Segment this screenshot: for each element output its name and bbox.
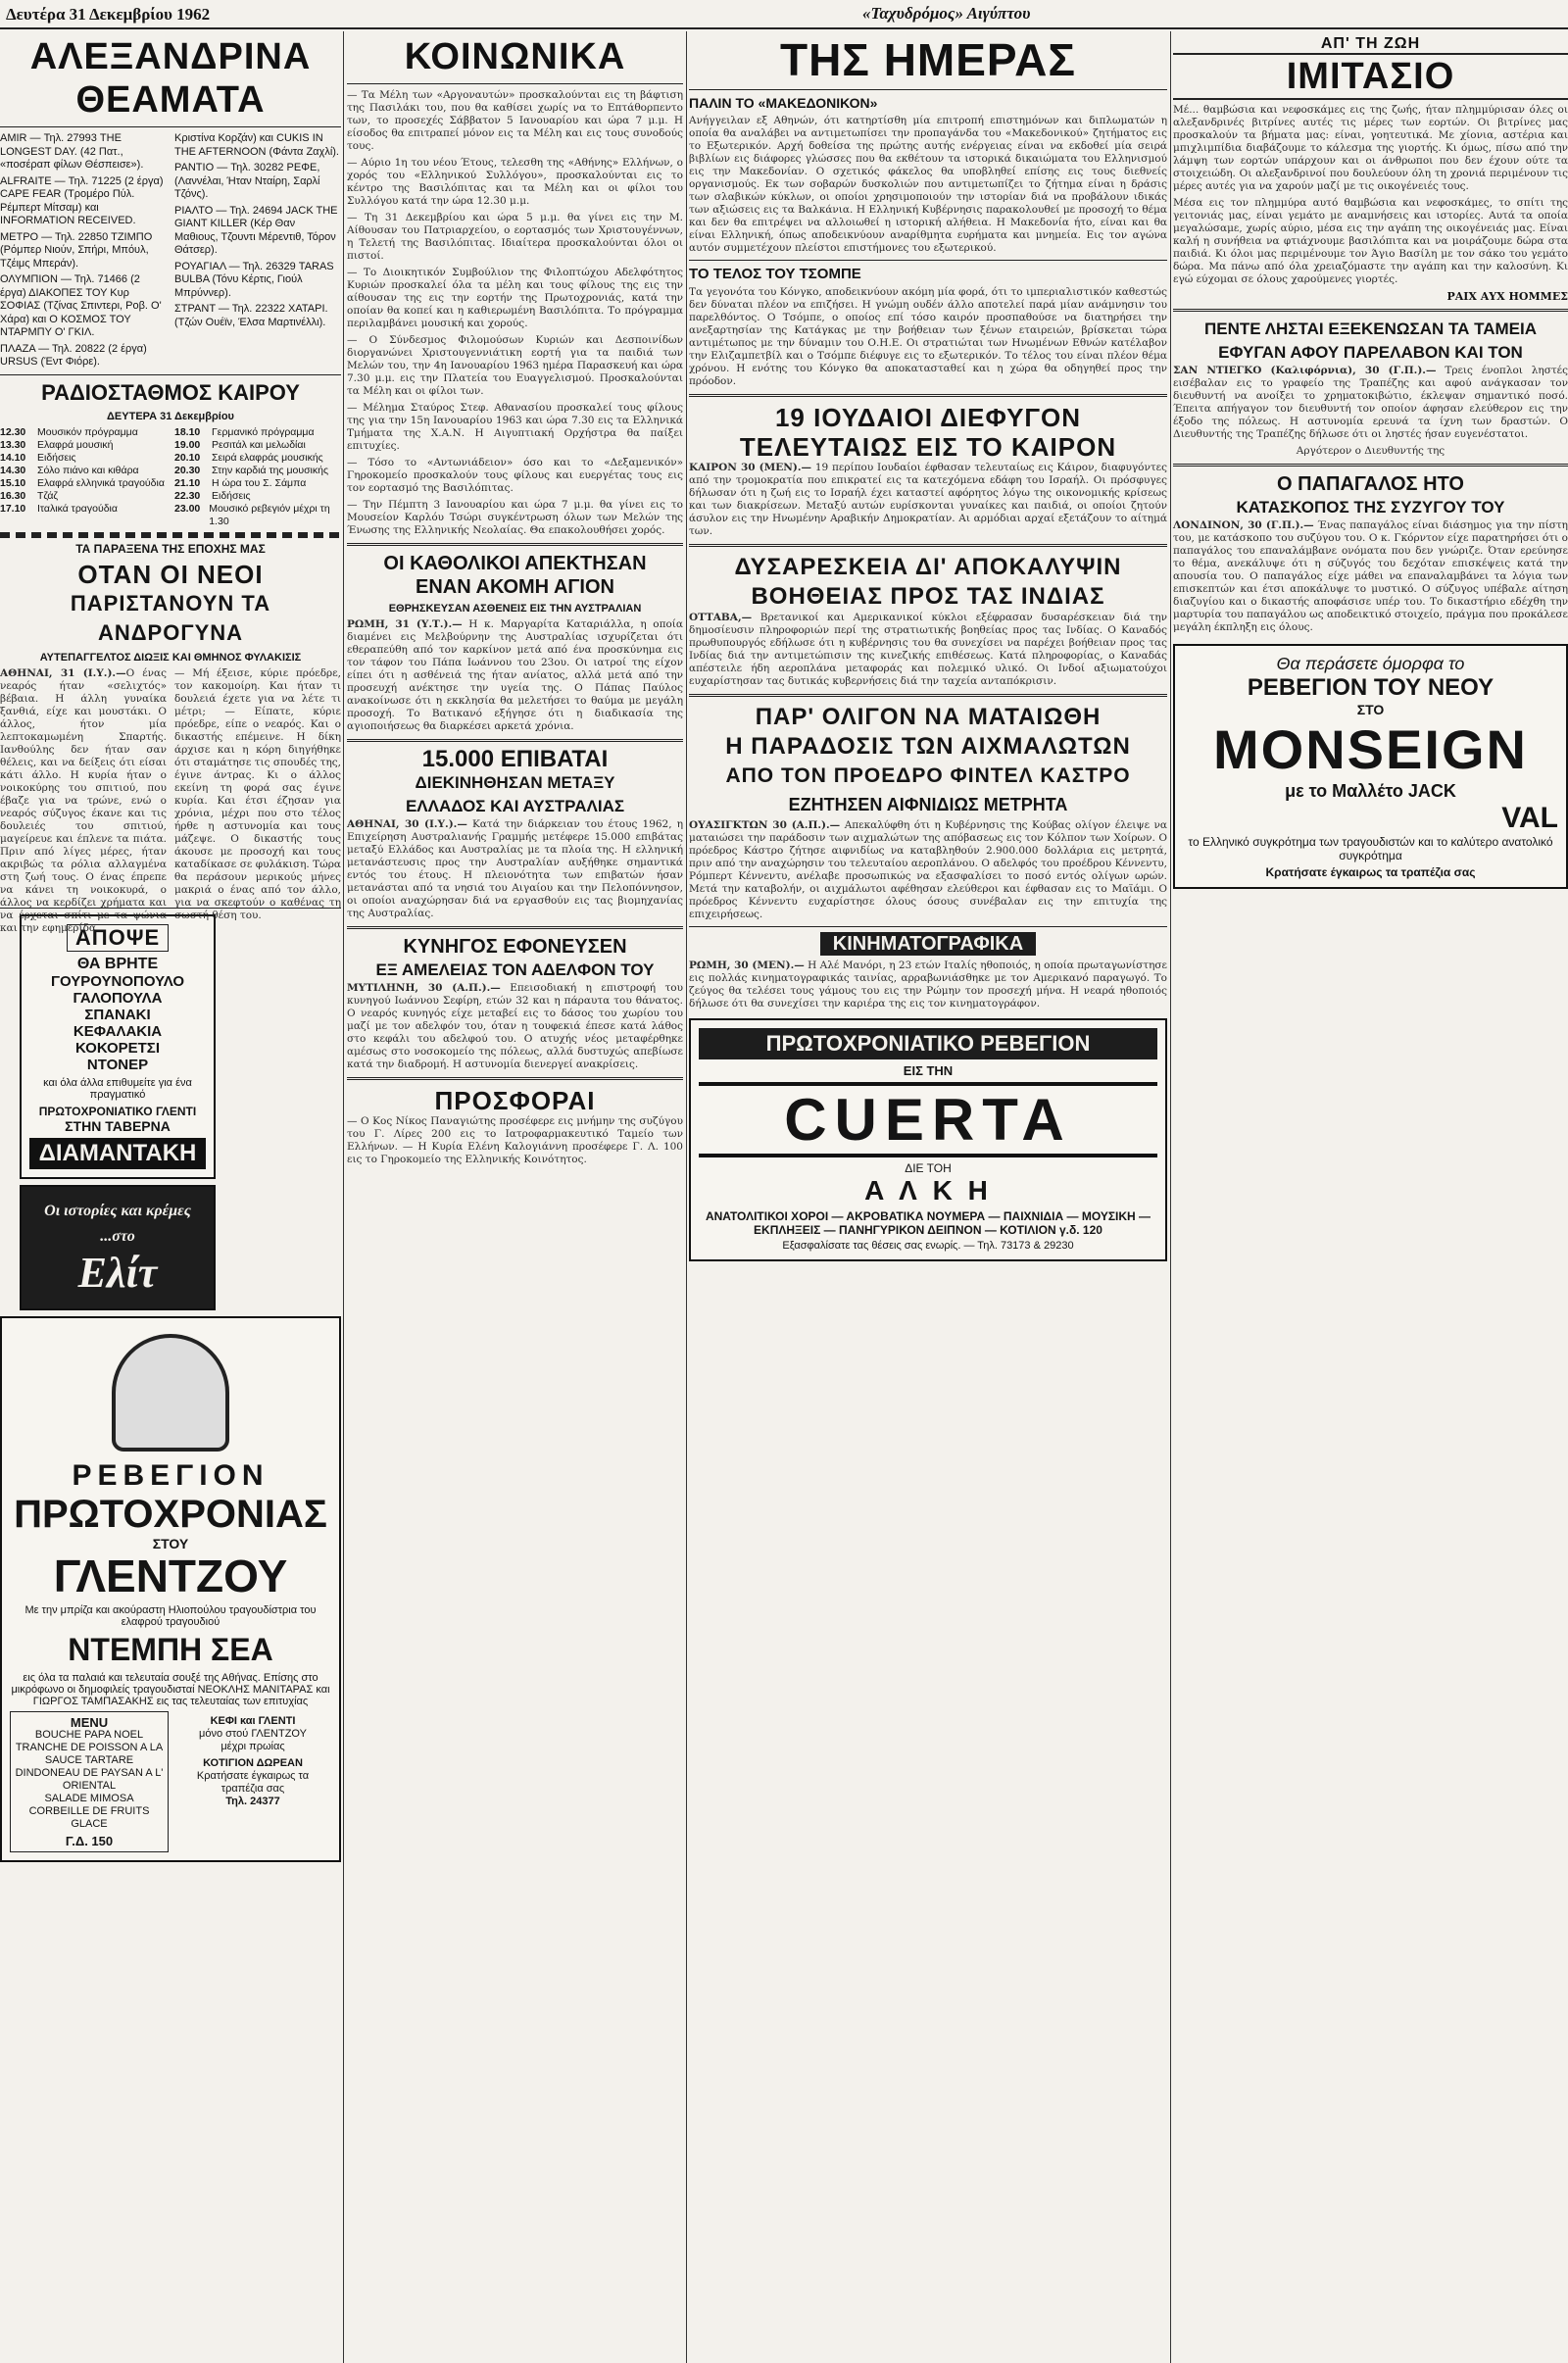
ad-monseign-with: με το Μαλλέτο JACK	[1285, 781, 1456, 801]
column-daily	[689, 35, 1167, 2358]
headline-parrot-2: ΚΑΤΑΣΚΟΠΟΣ ΤΗΣ ΣΥΖΥΓΟΥ ΤΟΥ	[1236, 498, 1505, 517]
ad-item: ΚΕΦΑΛΑΚΙΑ	[73, 1022, 163, 1040]
social-item: — Την Πέμπτη 3 Ιανουαρίου και ώρα 7 μ.μ. θα γίνει εις το Μουσείον Καρλόυ Τσώρι συγκέντρωση όλων των Μελών της Ένωσης της Ελληνικής Νεολαίας. Θα επακολουθήσει χορός.	[347, 499, 683, 536]
headline-hunter-2: ΕΞ ΑΜΕΛΕΙΑΣ ΤΟΝ ΑΔΕΛΦΟΝ ΤΟΥ	[375, 960, 655, 979]
list-item: ΡΟΥΑΓΙΑΛ — Τηλ. 26329 TARAS BULBA (Τόνυ Κέρτις, Γιούλ Μπρύννερ).	[174, 260, 334, 299]
headline-robbers-2: ΕΦΥΓΑΝ ΑΦΟΥ ΠΑΡΕΛΑΒΟΝ ΚΑΙ ΤΟΝ	[1218, 343, 1523, 362]
column-rule	[1170, 31, 1171, 2363]
section-kicker-life: ΑΠ' ΤΗ ΖΩΗ	[1320, 35, 1421, 52]
table-row: 21.10 Η ώρα του Σ. Σάμπα	[174, 476, 307, 489]
column-rule	[686, 31, 687, 2363]
divider	[347, 1077, 683, 1080]
table-row: 17.10 Ιταλικά τραγούδια	[0, 502, 118, 515]
menu-box	[10, 1711, 169, 1852]
article-imitation: Μέ... θαμβώσια και νεφοσκάμες εις της ζωής, ήταν πλημμύρισαν όλες οι αλεξανδρινές βιτρίνες αυτές τις μέρες των εορτών. Οι βιτρίνες μας προσκαλούν τα βήματα μας: είναι, γοητευτικά. Με χίονια, αστέρια και μπιχλιμπίδια διαβάζουμε το κάλεσμα της γιορτής. Κι όμως, πίσω από την λάμψη των εορτών υπάρχουν και οι άνθρωποι που δεν έχουν ούτε τα στοιχειώδη. Οι αλεξανδρινοί που δουλεύουν όλη τη χρονιά περιμένουν τις μέρες αυτές για να χαρούν μαζί με τις οικογένειές τους.	[1173, 104, 1568, 192]
ad-item: ΓΟΥΡΟΥΝΟΠΟΥΛΟ	[50, 972, 185, 990]
divider	[689, 394, 1167, 397]
divider	[689, 89, 1167, 90]
article-col	[174, 666, 341, 921]
article-tshombe: Τα γεγονότα του Κόνγκο, αποδεικνύουν ακόμη μία φορά, ότι το ιμπεριαλιστικόν καθεστώς δεν δύναται πλέον να επιζήσει. Η γνώμη ουδέν άλλο αποτελεί παρά μίαν ανάμνησιν του παρελθόντος. Ο Τσόμπε, ο οποίος επί τόσο καιρόν προσπαθούσε να διατηρήσει την ανεξαρτησίαν της Κατάγκας με την βοήθειαν των ξένων εταιρειών, βρίσκεται τώρα αντιμέτωπος με την δύναμιν του Ο.Η.Ε. Οι στρατιώται των Ηνωμένων Εθνών κατέλαβον την Ελιζαμπετβίλ και ο Τσόμπε διέφυγε εις το εξωτερικόν. Το τέλος του είναι πλέον θέμα χρόνου. Η ενότης του Κόνγκο θα αποκατασταθεί και η χώρα θα οδηγηθεί προς την πρόοδον.	[689, 286, 1167, 387]
divider	[347, 543, 683, 546]
ad-tavern-name: ΔΙΑΜΑΝΤΑΚΗ	[29, 1138, 206, 1169]
table-row: 14.30 Σόλο πιάνο και κιθάρα	[0, 464, 139, 476]
table-row: 15.10 Ελαφρά ελληνικά τραγούδια	[0, 476, 165, 489]
ad-monseign-reveg: ΡΕΒΕΓΙΟΝ ΤΟΥ ΝΕΟΥ	[1247, 674, 1494, 701]
divider	[689, 694, 1167, 697]
menu-side-item: Κρατήσατε έγκαιρως τα τραπέζια σας	[196, 1769, 310, 1795]
column-life	[1173, 35, 1568, 2358]
ad-cuerta-title: ΠΡΩΤΟΧΡΟΝΙΑΤΙΚΟ ΡΕΒΕΓΙΟΝ	[699, 1028, 1157, 1059]
kicker-strange-times: ΤΑ ΠΑΡΑΞΕΝΑ ΤΗΣ ΕΠΟΧΗΣ ΜΑΣ	[75, 541, 266, 556]
column-rule	[343, 31, 344, 2363]
ad-cuerta	[689, 1018, 1167, 1261]
headline-catholics: ΟΙ ΚΑΘΟΛΙΚΟΙ ΑΠΕΚΤΗΣΑΝ	[383, 553, 647, 574]
divider	[689, 926, 1167, 927]
headline-youth-2: ΠΑΡΙΣΤΑΝΟΥΝ ΤΑ ΑΝΔΡΟΓΥΝΑ	[70, 590, 271, 645]
list-item: ΟΛΥΜΠΙΟΝ — Τηλ. 71466 (2 έργα) ΔΙΑΚΟΠΕΣ ΤΟΥ Κυρ ΣΟΦΙΑΣ (Τζίνας Σπιντερι, Ροβ. Ο' Χάρα) και Ο ΚΟΣΜΟΣ ΤΟΥ ΝΤΑΡΜΠΥ Ο' ΓΚΙΛ.	[0, 273, 162, 338]
theatre-list-right	[174, 132, 341, 369]
headline-cinema: ΚΙΝΗΜΑΤΟΓΡΑΦΙΚΑ	[820, 932, 1036, 956]
article-robbers: ΣΑΝ ΝΤΙΕΓΚΟ (Καλιφόρνια), 30 (Γ.Π.).— Τρεις ένοπλοι ληστές εισέβαλαν εις το γραφείο της Τραπέζης και αφού ανάγκασαν τον διευθυντή να ανοίξει το χρηματοκιβώτιο, έκλεψαν σημαντικό ποσό. Έπειτα απήγαγον τον διευθυντή τον οποίον άφησαν ελεύθερον εις την έξοδο της πόλεως. Η αστυνομία ερευνά τα ίχνη των δραστών. Ο Διευθυντής της Τραπέζης δήλωσε ότι οι ληστές ήσαν ευγενέστατοι.	[1173, 365, 1568, 440]
ad-monseign-reserve: Κρατήσατε έγκαιρως τα τραπέζια σας	[1265, 865, 1476, 879]
table-row: 14.10 Ειδήσεις	[0, 451, 76, 464]
ad-stou: ΣΤΟΥ	[152, 1535, 189, 1551]
table-row: 16.30 Τζάζ	[0, 489, 59, 502]
masthead	[0, 0, 1568, 29]
list-item: ΣΤΡΑΝΤ — Τηλ. 22322 ΧΑΤΑΡΙ. (Τζών Ουέϊν, Έλσα Μαρτινέλλι).	[174, 303, 328, 328]
article-robbers-end: Αργότερον ο Διευθυντής της	[1296, 445, 1446, 457]
ad-cuerta-contact: Εξασφαλίσατε τας θέσεις σας ενωρίς. — Τηλ. 73173 & 29230	[782, 1240, 1074, 1252]
ad-at: ΣΤΗΝ ΤΑΒΕΡΝΑ	[65, 1117, 171, 1134]
article-cinema: ΡΩΜΗ, 30 (ΜΕΝ).— Η Αλέ Μανόρι, η 23 ετών Ιταλίς ηθοποιός, η οποία πρωταγωνίστησε εις πολλάς κινηματογραφικάς ταινίας, αρραβωνιάσθηκε με τον Αμερικανό παραγωγό. Το ζεύγος θα τελέσει τους γάμους του εις την Ρώμην τον προσεχή μήνα. Η νεαρά ηθοποιός δήλωσε ότι θα συνεχίσει την καριέρα της εις τον κινηματογράφον.	[689, 960, 1167, 1009]
headline-passengers-3: ΕΛΛΑΔΟΣ ΚΑΙ ΑΥΣΤΡΑΛΙΑΣ	[405, 797, 625, 815]
ad-cuerta-line: ΑΝΑΤΟΛΙΤΙΚΟΙ ΧΟΡΟΙ — ΑΚΡΟΒΑΤΙΚΑ ΝΟΥΜΕΡΑ — ΠΑΙΧΝΙΔΙΑ — ΜΟΥΣΙΚΗ — ΕΚΠΛΗΞΕΙΣ — ΠΑΝΗΓΥΡΙΚΟΝ ΔΕΙΠΝΟΝ — ΚΟΤΙΛΙΟΝ γ.δ. 120	[705, 1209, 1152, 1237]
headline-tshombe: ΤΟ ΤΕΛΟΣ ΤΟΥ ΤΣΟΜΠΕ	[689, 266, 861, 282]
ad-newyear: ΠΡΩΤΟΧΡΟΝΙΑΤΙΚΟ ΓΛΕΝΤΙ	[38, 1104, 197, 1118]
article-text: Ο ένας νεαρός ήταν «σελιχτός» βέβαια. Η άλλη γυναίκα ξανθιά, είχε και μουστάκι. Ο άλλος, ήτον μία λεπτοκαμωμένη Σπαρτής. Ιανθούλης δεν ήταν σαν θέλεις, και να δείξεις ότι είσαι κάτι άλλο. Η κυρία ήταν ο νοικοκύρης του σπιτιού, που έβαζε για να τρώνε, ενώ ο νεαρός σύζυγος έκανε και τις δουλειές του σπιτιού, μαγείρευε και έπλενε τα πιάτα. Πριν από λίγες μέρες, ήταν ακριβώς τα ρόλια αλλαγμένα στη ζωή τους. Ο ένας έπρεπε να κάνει τη νοικοκυρά, ο άλλος να κερδίζει χρήματα και να έρχεται σπίτι με τα ψώνια και την εφημερίδα.	[0, 666, 167, 934]
ad-monseign-val: VAL	[1501, 802, 1558, 834]
article-col	[0, 666, 167, 934]
headline-india-2: ΒΟΗΘΕΙΑΣ ΠΡΟΣ ΤΑΣ ΙΝΔΙΑΣ	[751, 583, 1105, 610]
ad-elit-brand: Ελίτ	[77, 1248, 158, 1297]
menu-item: SALADE MIMOSA	[44, 1792, 134, 1804]
ad-cuerta-name: CUERTA	[699, 1082, 1157, 1157]
headline-hunter: ΚΥΝΗΓΟΣ ΕΦΟΝΕΥΣΕΝ	[403, 936, 627, 958]
section-title-social: ΚΟΙΝΩΝΙΚΑ	[404, 36, 626, 77]
ad-cuerta-by: ΔΙΕ ΤΟΗ	[905, 1161, 952, 1175]
menu-side	[174, 1711, 331, 1852]
headline-youth-1: ΟΤΑΝ ΟΙ ΝΕΟΙ	[77, 559, 264, 589]
radio-list-right	[174, 426, 341, 528]
list-item: Κριστίνα Κορζάν) και CUKIS IN THE AFTERNOON (Φάντα Ζαχλί).	[174, 132, 339, 158]
table-row: 12.30 Μουσικόν πρόγραμμα	[0, 425, 138, 438]
section-title-theatres: ΑΛΕΞΑΝΔΡΙΝΑ ΘΕΑΜΑΤΑ	[29, 36, 312, 121]
ad-find: ΘΑ ΒΡΗΤΕ	[76, 955, 159, 972]
social-item: — Τη 31 Δεκεμβρίου και ώρα 5 μ.μ. θα γίνει εις την Μ. Αίθουσαν του Πατριαρχείου, ο εορτασμός των Χριστουγέννων, η Τελετή της Βασιλόπιτας. Ιδιαίτερα προσκαλούνται όλοι οι πιστοί.	[347, 212, 683, 262]
article-india: ΟΤΤΑΒΑ,— Βρετανικοί και Αμερικανικοί κύκλοι εξέφρασαν δυσαρέσκειαν διά την δημοσίευσιν πληροφοριών περί της στρατιωτικής βοηθείας προς τας Ινδίας. Ο Καναδός πρωθυπουργός εδήλωσε ότι η κυβέρνησις του θα συνεχίσει να παρέχει βοήθειαν προς τας Ινδίας διά την αντιμετώπισιν της κινεζικής επιθέσεως. Κατά πληροφορίας, ο Καναδάς απέστειλε ήδη αεροπλάνα μεταφοράς και πολεμικό υλικό. Οι Ινδοί αξιωματούχοι ευχαρίστησαν τας δυτικάς κυβερνήσεις διά την ταχεία ανταπόκρισιν.	[689, 612, 1167, 687]
divider	[347, 83, 683, 84]
headline-jews: 19 ΙΟΥΔΑΙΟΙ ΔΙΕΦΥΓΟΝ	[774, 403, 1082, 432]
divider	[689, 544, 1167, 547]
menu-side-item: μόνο στού ΓΛΕΝΤΖΟΥ	[199, 1727, 307, 1740]
radio-list-left	[0, 426, 167, 528]
ad-glentzou	[0, 1316, 341, 1862]
article-youth	[0, 666, 341, 934]
ad-monseign-at: ΣΤΟ	[1356, 702, 1385, 717]
article-offers: — Ο Κος Νίκος Παναγιώτης προσέφερε εις μνήμην της συζύγου του Γ. Λίρες 200 εις το Ιατροφαρμακευτικό Ταμείο των Ελλήνων. — Η Κυρία Ελένη Καλογιάννη προσέφερε Γ. Λ. 100 εις το Γηροκομείο της Ελληνικής Κοινότητος.	[347, 1115, 683, 1165]
menu-side-item: ΚΕΦΙ και ΓΛΕΝΤΙ	[210, 1714, 296, 1727]
theatre-listings	[0, 132, 341, 369]
ad-monseign-name: MONSEIGN	[1213, 718, 1528, 780]
table-row: 20.10 Σειρά ελαφράς μουσικής	[174, 451, 323, 464]
dateline: ΑΘΗΝΑΙ, 31 (Ι.Υ.).—	[0, 666, 126, 679]
social-item: — Τα Μέλη των «Αργοναυτών» προσκαλούνται εις τη βάφτιση της Πασιλάκι του, που θα καθίσει χωρίς να το Επτάθορπεντο των, το προσεχές Σάββατον 5 Ιανουαρίου και ώρα 7 μ.μ. Η είσοδος θα επιτραπεί μόνον εις τα Μέλη και εις τους συνοδούς τους.	[347, 89, 683, 152]
radio-schedule	[0, 426, 341, 528]
headline-castro: ΠΑΡ' ΟΛΙΓΟΝ ΝΑ ΜΑΤΑΙΩΘΗ	[755, 704, 1102, 730]
ad-monseigneur	[1173, 644, 1568, 889]
ad-glentzou-name: ΓΛΕΝΤΖΟΥ	[53, 1550, 288, 1601]
social-item: — Μέλημα Σταύρος Στεφ. Αθανασίου προσκαλεί τους φίλους της για την 15η Ιανουαρίου 1963 και ώρα 7.30 εις τα Ελληνικά Τμήματα της Χ.Α.Ν. Η Αιγυπτιακή Ορχήστρα θα παίξει επιτυχίες.	[347, 402, 683, 452]
subheadline-catholics: ΕΘΡΗΣΚΕΥΣΑΝ ΑΣΘΕΝΕΙΣ ΕΙΣ ΤΗΝ ΑΥΣΤΡΑΛΙΑΝ	[388, 603, 642, 615]
article-signature: ΡΑΙΧ ΑΥΧ ΗΟΜΜΕΣ	[1446, 290, 1568, 303]
headline-castro-3: ΑΠΟ ΤΟΝ ΠΡΟΕΔΡΟ ΦΙΝΤΕΛ ΚΑΣΤΡΟ	[725, 764, 1131, 787]
ad-ntempi: ΝΤΕΜΠΗ ΣΕΑ	[68, 1631, 273, 1667]
ad-taverna-diamantaki	[20, 914, 216, 1179]
ad-item: ΓΑΛΟΠΟΥΛΑ	[73, 989, 163, 1007]
menu-title: MENU	[70, 1714, 109, 1730]
menu-side-item: Τηλ. 24377	[225, 1795, 280, 1807]
divider	[0, 126, 341, 127]
bell-icon	[112, 1334, 229, 1452]
table-row: 23.00 Μουσικό ρεβεγιόν μέχρι τη 1.30	[174, 502, 330, 527]
article-jews: ΚΑΙΡΟΝ 30 (ΜΕΝ).— 19 περίπου Ιουδαίοι έφθασαν τελευταίως εις Κάιρον, διαφυγόντες από την τρομοκρατία που επικρατεί εις τα κατεχόμενα εδάφη του Ισραήλ. Οι πρόσφυγες δήλωσαν ότι η ζωή εις το Ισραήλ έχει καταστεί αφόρητος λόγω της οικονομικής κρίσεως και των διακρίσεων. Μεταξύ αυτών ευρίσκονται γυναίκες και παιδιά, οι οποίοι ζητούν άσυλον εις την Ηνωμένην Αραβικήν Δημοκρατίαν. Αι αρμόδιαι αρχαί εξετάζουν το αίτημά των.	[689, 462, 1168, 537]
menu-item: TRANCHE DE POISSON A LA SAUCE TARTARE	[15, 1741, 164, 1766]
ad-monseign-line: Θα περάσετε όμορφα το	[1276, 654, 1465, 673]
menu-side-item: ΚΟΤΙΓΙΟΝ ΔΩΡΕΑΝ	[203, 1756, 303, 1769]
table-row: 20.30 Στην καρδιά της μουσικής	[174, 464, 329, 476]
issue-date: Δευτέρα 31 Δεκεμβρίου 1962	[6, 5, 211, 24]
headline-catholics-2: ΕΝΑΝ ΑΚΟΜΗ ΑΓΙΟΝ	[416, 576, 614, 598]
divider	[1173, 309, 1568, 312]
article-catholics: ΡΩΜΗ, 31 (Υ.Τ.).— Η κ. Μαργαρίτα Καταριάλλα, η οποία διαμένει εις Μελβούρνην της Αυστραλίας ισχυρίζεται ότι εθεραπεύθη από τον καρκίνον μετά από ένα προσκύνημα εις τον τάφον του Πάπα Ιωάννου του 23ου. Οι ιατροί της είχον είπει ότι η ασθένειά της ήταν ανίατος, αλλά μετά από την προσευχή ανέκτησε την υγεία της. Ο Πάπας Παύλος ανακοίνωσε ότι η εκκλησία θα μελετήσει το θαύμα με μεγάλη προσοχή. Το Βατικανό εξήγησε ότι η διαδικασία της αγιοποιήσεως θα διαρκέσει αρκετά χρόνια.	[347, 618, 684, 732]
social-item: — Το Διοικητικόν Συμβούλιον της Φιλοπτώχου Αδελφότητος Κυριών προσκαλεί όλα τα μέλη και τους φίλους της εις την αίθουσαν της εις την εορτήν της Πρωτοχρονιάς, κατά την οποίαν θα κοπεί και η καθιερωμένη Βασιλόπιτα. Το πρόγραμμα περιλαμβάνει μουσική και χορούς.	[347, 267, 683, 329]
subheadline-youth: ΑΥΤΕΠΑΓΓΕΛΤΟΣ ΔΙΩΞΙΣ ΚΑΙ ΘΜΗΝΟΣ ΦΥΛΑΚΙΣΙΣ	[39, 651, 302, 664]
column-theatres	[0, 35, 341, 2358]
ad-more: και όλα άλλα επιθυμείτε για ένα πραγματικό	[43, 1076, 192, 1101]
column-social	[347, 35, 683, 2358]
table-row: 19.00 Ρεσιτάλ και μελωδίαι	[174, 438, 306, 451]
headline-india: ΔΥΣΑΡΕΣΚΕΙΑ ΔΙ' ΑΠΟΚΑΛΥΨΙΝ	[734, 554, 1122, 580]
headline-parrot: Ο ΠΑΠΑΓΑΛΟΣ ΗΤΟ	[1277, 473, 1464, 495]
menu-price: Γ.Δ. 150	[65, 1833, 114, 1848]
article-castro: ΟΥΑΣΙΓΚΤΩΝ 30 (Α.Π.).— Απεκαλύφθη ότι η Κυβέρνησις της Κούβας ολίγον έλειψε να ματαιώσει την παράδοσιν των αιχμαλώτων της απόβασεως εις τον Κόλπον των Χοίρων. Ο πρόεδρος Κάστρο ζήτησε αιφνιδίως να καταβληθούν 2.900.000 δολλάρια εις μετρητά, πριν από την αναχώρησιν του τελευταίου αεροπλάνου. Ο αδελφός του προέδρου Κέννεντυ, Ρόμπερτ Κέννεντυ, ανέλαβε προσωπικώς να εξασφαλίσει το ποσό εντός ολίγων ωρών. Μετά την καταβολήν, οι αιχμάλωτοι αφέθησαν ελεύθεροι και έφθασαν εις το Μαϊάμι. Ο πρόεδρος Κέννεντυ ευχαρίστησε όλους όσους συνέβαλαν εις την επιτυχία της επιχειρήσεως.	[689, 819, 1167, 920]
list-item: ALFRAITE — Τηλ. 71225 (2 έργα) CAPE FEAR (Τρομέρο Πύλ. Ρέμπερτ Μίτσαμ) και INFORMATION RECEIVED.	[0, 174, 164, 226]
social-item: — Ο Σύνδεσμος Φιλομούσων Κυριών και Δεσποινίδων διοργανώνει Χριστουγεννιάτικη εορτή για τα παιδιά των Μελών του, την 4η Ιανουαρίου 1963 ημέρα Παρασκευή και ώρα 7.30 μ.μ. εις την Πλατεία του Ευαγγελισμού. Προσκαλούνται τα Μέλη και οι φίλοι των.	[347, 334, 683, 397]
article-parrot: ΛΟΝΔΙΝΟΝ, 30 (Γ.Π.).— Ένας παπαγάλος είναι διάσημος για την πίστη του, με κατάσκοπο του συζύγου του. Ο κ. Γκόρντον είχε παρατηρήσει ότι ο παπαγάλος του επαναλάμβανε ονόματα που δεν γνώριζε. Όταν ερεύνησε το θέμα, ανεκάλυψε ότι η σύζυγός του δεχόταν επισκέψεις κατά την απουσία του. Ο παπαγάλος είχε μάθει να επαναλαμβάνει τα λόγια των επισκεπτών και έτσι αποκάλυψε το μυστικό. Ο σύζυγος υπέβαλε αίτηση διαζυγίου και ο δικαστής αποφάσισε υπέρ του. Το δικαστήριο εδέχθη την μαρτυρία του παπαγάλου ως αποδεικτικό στοιχείο, πράγμα που προκάλεσε μεγάλη έκπληξη εις όλους.	[1173, 519, 1568, 633]
ad-cuerta-at: ΕΙΣ ΤΗΝ	[903, 1063, 954, 1078]
headline-passengers-2: ΔΙΕΚΙΝΗΘΗΣΑΝ ΜΕΤΑΞΥ	[415, 773, 615, 792]
ad-item: ΚΟΚΟΡΕΤΣΙ	[75, 1039, 160, 1057]
article-imitation-2: Μέσα εις τον πλημμύρα αυτό θαμβώσια και νεφοσκάμες, το σπίτι της γειτονιάς μας, είναι γεμάτο με αναμνήσεις και ιστορίες. Αυτά τα οποία μεγαλώσαμε, χωρίς αύριο, μέσα εις την αγάπη της οικογένειάς μας. Είναι καλή η συνήθεια να φτιάχνουμε βασιλόπιτα και να μοιράζουμε δώρα στα παιδιά. Κι όλοι μας περιμένουμε τον Άγιο Βασίλη με τον σάκο του γεμάτο δώρα. Μα πάνω από όλα χρειαζόμαστε την αγάπη και την καλοσύνη. Κι εγώ εύχομαι σε όλους χαρούμενες γιορτές.	[1173, 197, 1568, 285]
headline-jews-2: ΤΕΛΕΥΤΑΙΩΣ ΕΙΣ ΤΟ ΚΑΙΡΟΝ	[739, 432, 1117, 462]
article-hunter: ΜΥΤΙΛΗΝΗ, 30 (Α.Π.).— Επεισοδιακή η επιστροφή του κυνηγού Ιωάννου Σεφίρη, ετών 32 και η πάραυτα του θάνατος. Ο νεαρός κυνηγός είχε μεταβεί εις το δάσος του χωρίου του μαζί με τον αδελφόν του, όταν η τουφεκιά έπεσε κατά λάθος στο κεφάλι του αδελφού του. Ο ατυχής νέος μεταφέρθηκε αμέσως στο νοσοκομείο της πόλεως, αλλά δυστυχώς απεβίωσε κατά την διαδρομή. Η αστυνομία διενεργεί ανακρίσεις.	[347, 982, 683, 1070]
ad-revegion: ΡΕΒΕΓΙΟΝ	[72, 1458, 270, 1492]
ad-item: ΝΤΟΝΕΡ	[86, 1056, 149, 1073]
menu-side-item: μέχρι πρωίας	[220, 1740, 285, 1752]
ad-menu	[10, 1711, 331, 1852]
social-item: — Αύριο 1η του νέου Έτους, τελεσθη της «Αθήνης» Ελλήνων, ο χορός του «Ελληνικού Συλλόγου», προσκαλούνται εις το κέντρο της Βασιλόπιτας και τα Μέλη και οι φίλοι του Συλλόγου κατά την ώρα 12.30 μ.μ.	[347, 157, 683, 207]
social-item: — Τόσο το «Αντωνιάδειον» όσο και το «Δεξαμενικόν» Γηροκομείο προσκαλούν τους φίλους και ευεργέτας τους εις τον εορτασμό της Βασιλόπιτας.	[347, 457, 683, 494]
divider	[689, 260, 1167, 261]
menu-item: BOUCHE PAPA NOEL	[34, 1728, 144, 1741]
section-title-imitation: ΙΜΙΤΑΣΙΟ	[1173, 53, 1568, 100]
ad-glentzou-sub: Με την μπρίζα και ακούραστη Ηλιοπούλου τραγουδίστρια του ελαφρού τραγουδιού	[24, 1603, 317, 1628]
ad-monseign-sub: το Ελληνικό συγκρότημα των τραγουδιστών και το καλύτερο ανατολικό συγκρότημα	[1188, 835, 1553, 862]
theatre-list-left	[0, 132, 167, 369]
divider	[0, 374, 341, 375]
headline-passengers: 15.000 ΕΠΙΒΑΤΑΙ	[421, 746, 609, 772]
decorative-strip	[0, 532, 341, 538]
ad-ntempi-sub: εις όλα τα παλαιά και τελευταία σουξέ της Αθήνας. Επίσης στο μικρόφωνο οι δημοφιλείς τραγουδισταί ΝΕΟΚΛΗΣ ΜΑΝΙΤΑΡΑΣ και ΓΙΩΡΓΟΣ ΤΑΜΠΑΣΑΚΗΣ εις τας τελευταίας των επιτυχίας	[11, 1671, 330, 1707]
ad-elit	[20, 1185, 216, 1310]
article-macedonian: Ανήγγειλαν εξ Αθηνών, ότι κατηρτίσθη μία επιτροπή επιστημόνων και διπλωματών η οποία θα αναλάβει να αντιμετωπίσει την προπαγάνδα του «Μακεδονικού» ζητήματος εις το Εξωτερικόν. Αρχή δοθείσα της πρώτης αυτής ενέργειας είναι να εκδοθεί μία σειρά βιβλίων εις διάφορες γλώσσες που θα εκθέτουν τα ιστορικά δικαιώματα του Ελληνισμού εις την Μακεδονίαν. Ο σχετικός φάκελος θα υποβληθεί επίσης εις τους διεθνείς οργανισμούς. Εκ των σοβαρών δυσκολιών που αντιμετωπίζει το ζήτημα είναι η δράσις των σλαβικών κύκλων, οι οποίοι χρησιμοποιούν την ιστορίαν διά να προβάλουν ιδικάς των αξιώσεις εις τα Βαλκάνια. Η Ελληνική Κυβέρνησις παρακολουθεί με προσοχή το θέμα και δεν θα επιτρέψει να αλλοιωθεί η ιστορική αλήθεια. Η Μακεδονία ήτο, είναι και θα είναι Ελληνική, όπως αποδεικνύουν αναρίθμητα ευρήματα και μνημεία. Εις τον αγώνα αυτόν συμμετέχουν πλείστοι επιστήμονες του εξωτερικού.	[689, 115, 1167, 254]
ad-protochronias: ΠΡΩΤΟΧΡΟΝΙΑΣ	[14, 1492, 327, 1536]
table-row: 22.30 Ειδήσεις	[174, 489, 251, 502]
divider	[347, 926, 683, 929]
ad-tonight: ΑΠΟΨΕ	[67, 924, 169, 952]
table-row: 18.10 Γερμανικό πρόγραμμα	[174, 425, 315, 438]
subheadline-castro: ΕΖΗΤΗΣΕΝ ΑΙΦΝΙΔΙΩΣ ΜΕΤΡΗΤΑ	[788, 795, 1068, 814]
ad-elit-slogan: Οι ιστορίες και κρέμες ...στο	[44, 1202, 191, 1245]
ad-item: ΣΠΑΝΑΚΙ	[84, 1006, 151, 1023]
menu-item: DINDONEAU DE PAYSAN A L' ORIENTAL	[15, 1766, 164, 1792]
article-text: — Μή έξεισε, κύριε πρόεδρε, τον κακομοίρη. Και ήταν τι δουλειά έχετε για να λέτε τι μέτρι; — Είπατε, κύριε πρόεδρε, είπε ο νεαρός. Και ο δικαστής επέμεινε. Η δίκη άρχισε και η κόρη διηγήθηκε ότι σταμάτησε τις σπουδές της, έγινε άντρας. Κι ο άλλος εκείνη τη φορά σας έγινε κυρία. Και έτσι έζησαν για χρόνια, μέχρι που στο τέλος ήρθε η αστυνομία και τους μάζεψε. Ο δικαστής τους άκουσε με προσοχή και τους καταδίκασε σε φυλάκιση. Τώρα θα περάσουν μερικούς μήνες μακριά ο ένας από τον άλλο, για να σκεφτούν ο καθένας τη σωστή θέση του.	[174, 666, 341, 921]
article-passengers: ΑΘΗΝΑΙ, 30 (Ι.Υ.).— Κατά την διάρκειαν του έτους 1962, η Επιχείρηση Αυστραλιανής Γραμμής μετέφερε 15.000 επιβάτας μεταξύ Ελλάδος και Αυστραλίας με τα πλοία της. Η ελληνική μετανάστευσις προς την Αυστραλίαν αυξήθηκε σημαντικά εντός του έτους. Η πλειονότητα των επιβατών ήσαν μετανάσται από τα νησιά του Αιγαίου και την Πελοπόννησον, οι οποίοι αναχώρησαν διά να εργασθούν εις τας βιομηχανίας της Αυστραλίας.	[347, 818, 683, 919]
radio-day: ΔΕΥΤΕΡΑ 31 Δεκεμβρίου	[107, 410, 234, 422]
ad-cuerta-alki: Α Λ Κ Η	[864, 1175, 992, 1206]
paper-name: «Ταχυδρόμος» Αιγύπτου	[862, 4, 1031, 23]
list-item: ΜΕΤΡΟ — Τηλ. 22850 ΤΖΙΜΠΟ (Ρόμπερ Νιούν, Σπήρι, Μπόυλ, Τζέιμς Μπεράν).	[0, 230, 153, 270]
headline-offers: ΠΡΟΣΦΟΡΑΙ	[434, 1086, 596, 1115]
menu-item: CORBEILLE DE FRUITS GLACE	[28, 1804, 150, 1830]
table-row: 13.30 Ελαφρά μουσική	[0, 438, 114, 451]
headline-robbers: ΠΕΝΤΕ ΛΗΣΤΑΙ ΕΞΕΚΕΝΩΣΑΝ ΤΑ ΤΑΜΕΙΑ	[1203, 320, 1537, 338]
headline-macedonian: ΠΑΛΙΝ ΤΟ «ΜΑΚΕΔΟΝΙΚΟΝ»	[689, 95, 878, 111]
divider	[347, 739, 683, 742]
divider	[1173, 464, 1568, 467]
list-item: ΠΛΑΖΑ — Τηλ. 20822 (2 έργα) URSUS (Έντ Φιόρε).	[0, 342, 147, 368]
section-title-daily: ΤΗΣ ΗΜΕΡΑΣ	[779, 34, 1076, 85]
list-item: AMIR — Τηλ. 27993 THE LONGEST DAY. (42 Πατ., «ποσέραπ φίλων Θέσπεισε»).	[0, 132, 144, 171]
radio-title: ΡΑΔΙΟΣΤΑΘΜΟΣ ΚΑΙΡΟΥ	[41, 379, 300, 405]
list-item: ΡΙΑΛΤΟ — Τηλ. 24694 JACK THE GIANT KILLER (Κέρ Θαν Μαθιους, Τζουντι Μέρεντιθ, Τόρον Θάτσερ).	[174, 204, 338, 256]
headline-castro-2: Η ΠΑΡΑΔΟΣΙΣ ΤΩΝ ΑΙΧΜΑΛΩΤΩΝ	[725, 733, 1131, 760]
list-item: PANTIO — Τηλ. 30282 ΡΕΦΕ, (Λαννέλαι, Ήταν Νταίρη, Σαρλί Τζόνς).	[174, 162, 320, 200]
